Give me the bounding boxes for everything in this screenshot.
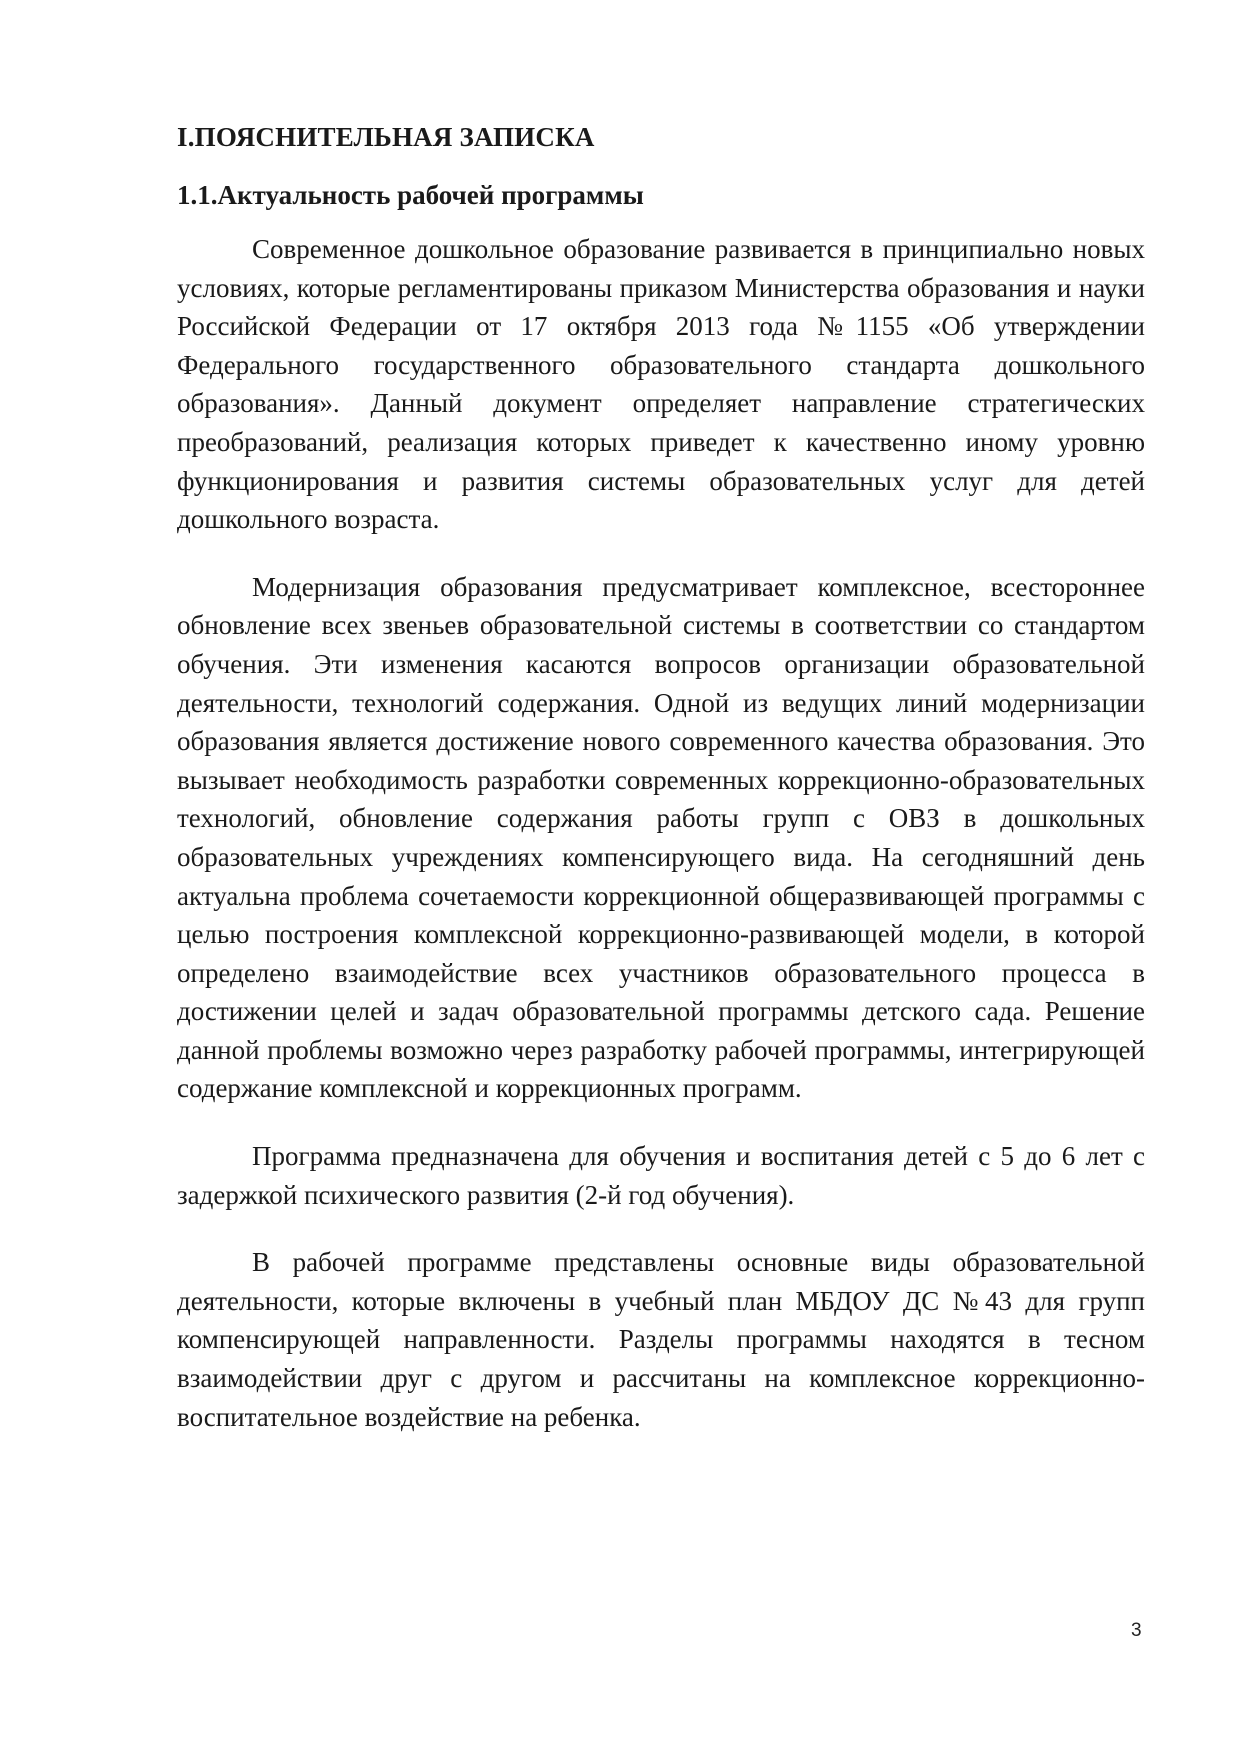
paragraph-3: Программа предназначена для обучения и воспитания детей с 5 до 6 лет с задержкой психического развития (2-й год обучения). — [177, 1141, 1145, 1210]
paragraph-1: Современное дошкольное образование развивается в принципиально новых условиях, которые регламентированы приказом Министерства образования и науки Российской Федерации от 17 октября 2013 года №1155 «Об утверждении Федерального государственного образовательного стандарта дошкольного образования». Данный документ определяет направление стратегических преобразований, реализация которых приведет к качественно иному уровню функционирования и развития системы образовательных услуг для детей дошкольного возраста. — [177, 234, 1145, 535]
paragraph-4: В рабочей программе представлены основные виды образовательной деятельности, которые включены в учебный план МБДОУ ДС №43 для групп компенсирующей направленности. Разделы программы находятся в тесном взаимодействии друг с другом и рассчитаны на комплексное коррекционно-воспитательное воздействие на ребенка. — [177, 1247, 1145, 1432]
page-number: 3 — [1131, 1620, 1142, 1641]
page-content — [177, 120, 1145, 1465]
section-title: I.ПОЯСНИТЕЛЬНАЯ ЗАПИСКА — [177, 122, 595, 152]
paragraph-2: Модернизация образования предусматривает комплексное, всестороннее обновление всех звеньев образовательной системы в соответствии со стандартом обучения. Эти изменения касаются вопросов организации образовательной деятельности, технологий содержания. Одной из ведущих линий модернизации образования является достижение нового современного качества образования. Это вызывает необходимость разработки современных коррекционно-образовательных технологий, обновление содержания работы групп с ОВЗ в дошкольных образовательных учреждениях компенсирующего вида. На сегодняшний день актуальна проблема сочетаемости коррекционной общеразвивающей программы с целью построения комплексной коррекционно-развивающей модели, в которой определено взаимодействие всех участников образовательного процесса в достижении целей и задач образовательной программы детского сада. Решение данной проблемы возможно через разработку рабочей программы, интегрирующей содержание комплексной и коррекционных программ. — [177, 571, 1145, 1104]
subsection-title: 1.1.Актуальность рабочей программы — [177, 180, 644, 210]
